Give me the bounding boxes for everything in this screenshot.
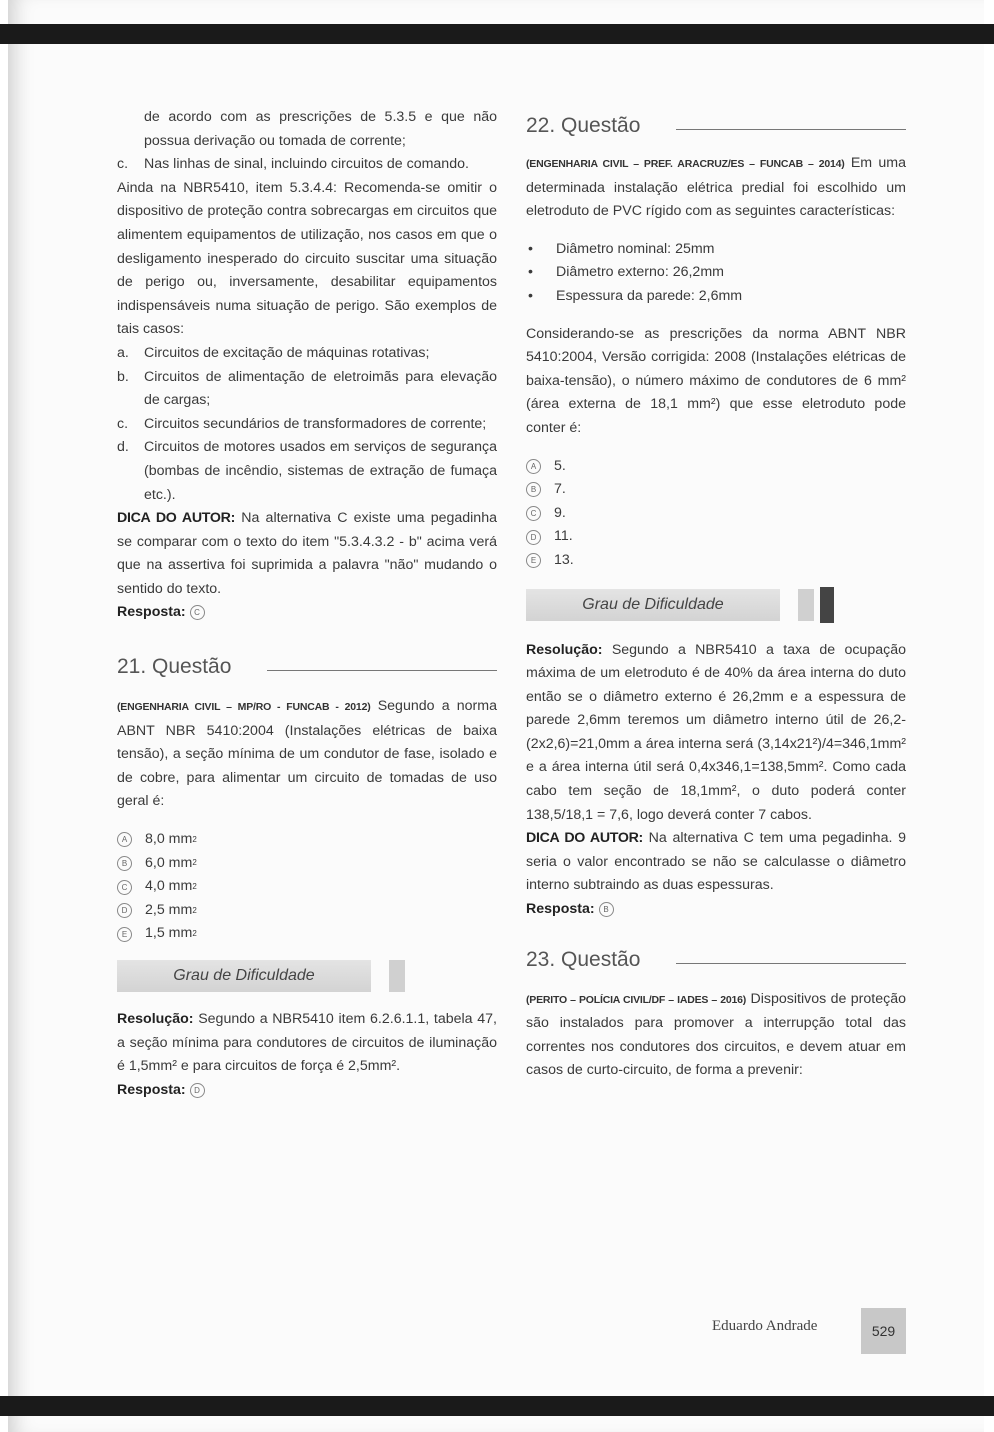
answer-circle-icon: D — [190, 1083, 205, 1098]
list-item: d. Circuitos de motores usados em serviços de segurança (bombas de incêndio, sistemas de extração de fumaça etc.). — [117, 439, 497, 503]
heading-rule — [267, 670, 497, 671]
list-item: c. Circuitos secundários de transformadores de corrente; — [117, 415, 487, 432]
list-item: • Diâmetro nominal: 25mm — [528, 240, 715, 257]
difficulty-label: Grau de Dificuldade — [526, 589, 780, 621]
option-c: C 9. — [526, 502, 906, 526]
difficulty-indicator — [526, 587, 906, 623]
top-band — [0, 24, 994, 44]
question-21-text: (ENGENHARIA CIVIL – MP/RO - FUNCAB - 2012) Segundo a norma ABNT NBR 5410:2004 (Instalações elétricas de baixa tensão), a seção mínima de um condutor de fase, isolado e de cobre, para alimentar um circuito de tomadas de uso geral é: — [117, 698, 497, 810]
option-circle-icon: C — [117, 880, 132, 895]
author-tip: DICA DO AUTOR: Na alternativa C existe uma pegadinha se comparar com o texto do item "5.3.4.3.2 - b" acima verá que na assertiva foi suprimida a palavra "não" mudando o sentido do texto. — [117, 510, 497, 597]
question-22-heading: 22. Questão — [526, 104, 906, 138]
list-item: • Diâmetro externo: 26,2mm — [528, 264, 724, 281]
list-item: a. Circuitos de excitação de máquinas rotativas; — [117, 344, 430, 361]
answer-circle-icon: B — [599, 902, 614, 917]
question-21-answer: Resposta: D — [117, 1079, 497, 1103]
difficulty-level-bar — [798, 589, 814, 621]
option-d: D 11. — [526, 525, 906, 549]
answer-circle-icon: C — [190, 605, 205, 620]
option-b: B 6,0 mm 2 — [117, 852, 497, 876]
option-circle-icon: B — [117, 856, 132, 871]
option-a: A 5. — [526, 455, 906, 479]
difficulty-indicator — [117, 960, 497, 992]
heading-rule — [676, 963, 906, 964]
option-d: D 2,5 mm 2 — [117, 899, 497, 923]
answer: Resposta: C — [117, 601, 497, 625]
question-22-answer: Resposta: B — [526, 898, 906, 922]
option-circle-icon: B — [526, 482, 541, 497]
list-item: c. Nas linhas de sinal, incluindo circuitos de comando. — [117, 156, 469, 173]
option-c: C 4,0 mm 2 — [117, 875, 497, 899]
question-21-options — [117, 828, 497, 946]
difficulty-label: Grau de Dificuldade — [117, 960, 371, 992]
question-22-text: (ENGENHARIA CIVIL – PREF. ARACRUZ/ES – FUNCAB – 2014) Em uma determinada instalação elétrica predial foi escolhido um eletroduto de PVC rígido com as seguintes características: — [526, 155, 906, 220]
difficulty-level-bar — [389, 960, 405, 992]
intro-continuation: de acordo com as prescrições de 5.3.5 e que não possua derivação ou tomada de corrente; — [144, 109, 497, 149]
list-item: • Espessura da parede: 2,6mm — [528, 287, 743, 304]
page-number: 529 — [861, 1308, 906, 1354]
option-circle-icon: A — [117, 832, 132, 847]
right-column — [526, 104, 906, 1083]
heading-rule — [676, 129, 906, 130]
question-21-heading: 21. Questão — [117, 645, 497, 679]
question-22-resolution: Resolução: Segundo a NBR5410 a taxa de ocupação máxima de um eletroduto é de 40% da área interna do duto então se o diâmetro externo é 26,2mm e a espessura de parede 2,6mm teremos um diâmetro interno útil de 26,2-(2x2,6)=21,0mm a área interna será (3,14x21²)/4=346,1mm² e a área interna útil será 0,4x346,1=138,5mm². Como cada cabo tem seção de 18,1mm², o duto poderá conter 138,5/18,1 = 7,6, logo deverá conter 7 cabos. — [526, 641, 906, 823]
question-21-resolution: Resolução: Segundo a NBR5410 item 6.2.6.1.1, tabela 47, a seção mínima para condutores de circuitos de iluminação é 1,5mm² e para circuitos de força é 2,5mm². — [117, 1011, 497, 1075]
paragraph: Ainda na NBR5410, item 5.3.4.4: Recomenda-se omitir o dispositivo de proteção contra sobrecargas em circuitos que alimentem equipamentos de utilização, nos casos em que o desligamento inesperado do circuito suscitar uma situação de perigo ou, inversamente, desabilitar equipamentos indispensáveis numa situação de perigo. São exemplos de tais casos: — [117, 179, 497, 338]
question-22-options — [526, 455, 906, 573]
option-circle-icon: E — [117, 927, 132, 942]
option-circle-icon: E — [526, 553, 541, 568]
option-e: E 13. — [526, 549, 906, 573]
question-23-text: (PERITO – POLÍCIA CIVIL/DF – IADES – 2016) Dispositivos de proteção são instalados para promover a interrupção total das correntes nos condutores dos circuitos, e devem atuar em casos de curto-circuito, de forma a prevenir: — [526, 990, 906, 1079]
question-23-heading: 23. Questão — [526, 938, 906, 972]
question-22-bullets — [526, 238, 906, 309]
question-22-text-2: Considerando-se as prescrições da norma ABNT NBR 5410:2004, Versão corrigida: 2008 (Instalações elétricas de baixa-tensão), o número máximo de condutores de 6 mm² (área externa de 18,1 mm²) que esse eletroduto pode conter é: — [526, 325, 906, 436]
option-b: B 7. — [526, 478, 906, 502]
option-circle-icon: D — [117, 903, 132, 918]
option-e: E 1,5 mm 2 — [117, 922, 497, 946]
list-item: b. Circuitos de alimentação de eletroimãs para elevação de cargas; — [117, 368, 497, 409]
option-circle-icon: D — [526, 530, 541, 545]
bottom-band — [0, 1396, 994, 1416]
option-circle-icon: C — [526, 506, 541, 521]
difficulty-level-bar — [820, 587, 834, 623]
option-circle-icon: A — [526, 459, 541, 474]
left-column — [117, 106, 497, 1102]
option-a: A 8,0 mm 2 — [117, 828, 497, 852]
author-tip: DICA DO AUTOR: Na alternativa C tem uma pegadinha. 9 seria o valor encontrado se não se calculasse o diâmetro interno subtraindo as duas espessuras. — [526, 830, 906, 894]
author-name: Eduardo Andrade — [712, 1318, 818, 1334]
